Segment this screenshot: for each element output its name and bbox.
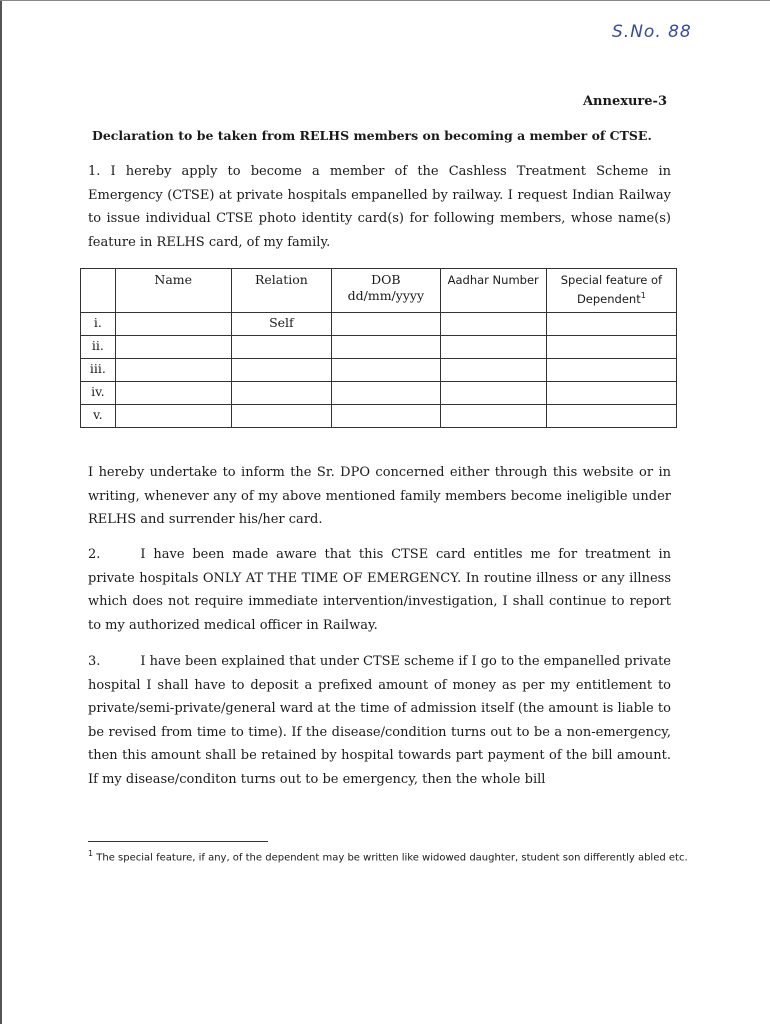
relation-cell[interactable]: Self [231,313,331,336]
dob-cell[interactable] [332,336,441,359]
footnote [88,846,688,866]
header-special-feature-label: Special feature of Dependent [560,273,663,306]
dob-cell[interactable] [332,313,441,336]
page-edge [0,0,2,1024]
annexure-label: Annexure-3 [582,94,667,109]
dob-cell[interactable] [332,405,441,428]
header-special-feature [546,269,676,313]
undertaking-paragraph: I hereby undertake to inform the Sr. DPO concerned either through this website or in writing, whenever any of my above mentioned family members become ineligible under RELHS and surrender his/her card. [88,465,671,527]
page-edge-top [0,0,770,1]
family-members-table [80,268,677,428]
paragraph-1: 1. I hereby apply to become a member of the Cashless Treatment Scheme in Emergency (CTSE) at private hospitals empanelled by railway. I request Indian Railway to issue individual CTSE photo identity card(s) for following members, whose name(s) feature in RELHS card, of my family. [88,164,671,250]
special-feature-cell[interactable] [546,405,676,428]
relation-cell[interactable] [231,336,331,359]
relation-cell[interactable] [231,382,331,405]
table-row [81,405,677,428]
header-dob [332,269,441,313]
page-title: Declaration to be taken from RELHS members on becoming a member of CTSE. [92,128,652,143]
row-number: v. [81,405,116,428]
name-cell[interactable] [115,313,231,336]
dob-cell[interactable] [332,359,441,382]
special-feature-cell[interactable] [546,336,676,359]
relation-cell[interactable] [231,359,331,382]
header-name: Name [115,269,231,313]
paragraph-2-text: I have been made aware that this CTSE card entitles me for treatment in private hospitals ONLY AT THE TIME OF EMERGENCY. In routine illness or any illness which does not require immediate intervention/investigation, I shall continue to report to my authorized medical officer in Railway. [88,547,671,633]
name-cell[interactable] [115,359,231,382]
row-number: i. [81,313,116,336]
footnote-divider [88,841,268,842]
header-aadhar: Aadhar Number [440,269,546,313]
special-feature-cell[interactable] [546,359,676,382]
aadhar-cell[interactable] [440,359,546,382]
name-cell[interactable] [115,336,231,359]
name-cell[interactable] [115,405,231,428]
header-relation: Relation [231,269,331,313]
aadhar-cell[interactable] [440,382,546,405]
aadhar-cell[interactable] [440,405,546,428]
footnote-text: The special feature, if any, of the dependent may be written like widowed daughter, student son differently abled etc. [96,852,688,864]
dob-cell[interactable] [332,382,441,405]
header-serial [81,269,116,313]
aadhar-cell[interactable] [440,336,546,359]
row-number: ii. [81,336,116,359]
table-row [81,336,677,359]
footnote-mark: 1 [88,849,94,858]
paragraph-3-number: 3. [88,654,101,669]
table-row [81,359,677,382]
special-feature-cell[interactable] [546,382,676,405]
paragraph-3 [88,650,671,791]
paragraph-2 [88,543,671,637]
header-dob-format: dd/mm/yyyy [347,288,425,303]
row-number: iii. [81,359,116,382]
name-cell[interactable] [115,382,231,405]
special-feature-cell[interactable] [546,313,676,336]
paragraph-2-number: 2. [88,547,101,562]
paragraph-3-text: I have been explained that under CTSE scheme if I go to the empanelled private hospital I shall have to deposit a prefixed amount of money as per my entitlement to private/semi-private/general ward at the time of admission itself (the amount is liable to be revised from time to time). If the disease/condition turns out to be a non-emergency, then this amount shall be retained by hospital towards part payment of the bill amount. If my disease/conditon turns out to be emergency, then the whole bill [88,654,671,787]
row-number: iv. [81,382,116,405]
footnote-ref: 1 [640,291,646,300]
table-header-row [81,269,677,313]
handwritten-serial-number: S.No. 88 [612,22,692,42]
table-row [81,313,677,336]
header-dob-label: DOB [371,272,401,287]
aadhar-cell[interactable] [440,313,546,336]
table-row [81,382,677,405]
relation-cell[interactable] [231,405,331,428]
